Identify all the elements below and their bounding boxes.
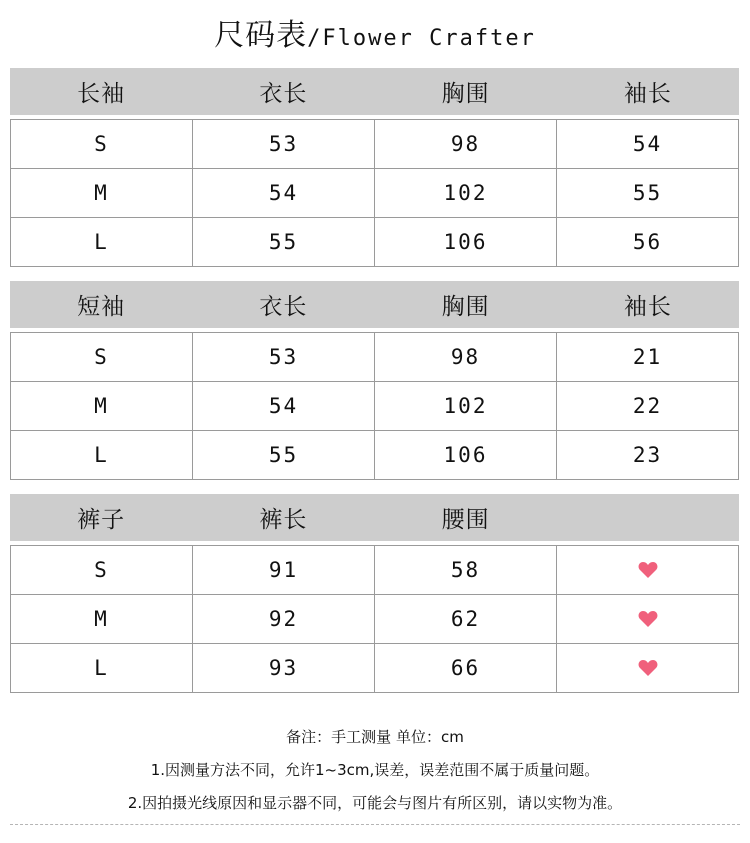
table-row: [11, 546, 738, 594]
title-brand: /Flower Crafter: [307, 26, 536, 51]
header-cell: 裤长: [259, 507, 308, 533]
note-line-2: 2.因拍摄光线原因和显示器不同，可能会与图片有所区别，请以实物为准。: [127, 794, 623, 812]
table-body: [10, 545, 739, 693]
page-title: [0, 10, 750, 54]
size-cell: M: [94, 607, 109, 631]
table-row: [11, 381, 738, 430]
size-cell: L: [94, 443, 109, 467]
header-cell: 短袖: [77, 294, 126, 320]
value-cell: 53: [192, 120, 374, 168]
header-cell: 袖长: [623, 294, 672, 320]
value-cell: 62: [374, 595, 556, 643]
value-cell: 93: [192, 644, 374, 692]
value-cell: 55: [192, 431, 374, 479]
header-cell: [557, 494, 739, 541]
header-cell: 长袖: [77, 81, 126, 107]
heart-cell: [556, 595, 738, 643]
table-header: [10, 494, 739, 541]
heart-icon: [638, 659, 658, 677]
value-cell: 23: [556, 431, 738, 479]
table-row: [11, 217, 738, 266]
value-cell: 55: [192, 218, 374, 266]
value-cell: 102: [374, 382, 556, 430]
table-row: [11, 430, 738, 479]
header-cell: 衣长: [259, 81, 308, 107]
notes-heading: 备注：手工测量 单位：cm: [286, 728, 464, 746]
value-cell: 66: [374, 644, 556, 692]
table-row: [11, 333, 738, 381]
size-cell: L: [94, 656, 109, 680]
table-header: [10, 281, 739, 328]
table-body: [10, 332, 739, 480]
size-cell: S: [94, 345, 109, 369]
header-cell: 袖长: [623, 81, 672, 107]
value-cell: 91: [192, 546, 374, 594]
heart-icon: [638, 561, 658, 579]
value-cell: 98: [374, 120, 556, 168]
size-cell: M: [94, 394, 109, 418]
heart-cell: [556, 546, 738, 594]
table-row: [11, 594, 738, 643]
table-row: [11, 120, 738, 168]
title-cn: 尺码表: [214, 18, 308, 53]
value-cell: 55: [556, 169, 738, 217]
heart-cell: [556, 644, 738, 692]
header-cell: 腰围: [441, 507, 490, 533]
header-cell: 裤子: [77, 507, 126, 533]
value-cell: 58: [374, 546, 556, 594]
size-table-long-sleeve: [10, 68, 739, 267]
value-cell: 56: [556, 218, 738, 266]
value-cell: 102: [374, 169, 556, 217]
heart-icon: [638, 610, 658, 628]
value-cell: 54: [556, 120, 738, 168]
size-cell: S: [94, 558, 109, 582]
value-cell: 98: [374, 333, 556, 381]
value-cell: 54: [192, 169, 374, 217]
value-cell: 54: [192, 382, 374, 430]
size-table-pants: [10, 494, 739, 693]
table-header: [10, 68, 739, 115]
table-row: [11, 643, 738, 692]
divider: [10, 824, 740, 825]
header-cell: 胸围: [441, 294, 490, 320]
size-cell: L: [94, 230, 109, 254]
header-cell: 衣长: [259, 294, 308, 320]
table-row: [11, 168, 738, 217]
value-cell: 92: [192, 595, 374, 643]
header-cell: 胸围: [441, 81, 490, 107]
value-cell: 22: [556, 382, 738, 430]
size-table-short-sleeve: [10, 281, 739, 480]
table-body: [10, 119, 739, 267]
size-cell: S: [94, 132, 109, 156]
value-cell: 106: [374, 218, 556, 266]
value-cell: 106: [374, 431, 556, 479]
value-cell: 21: [556, 333, 738, 381]
note-line-1: 1.因测量方法不同，允许1~3cm,误差，误差范围不属于质量问题。: [150, 761, 600, 779]
value-cell: 53: [192, 333, 374, 381]
size-cell: M: [94, 181, 109, 205]
